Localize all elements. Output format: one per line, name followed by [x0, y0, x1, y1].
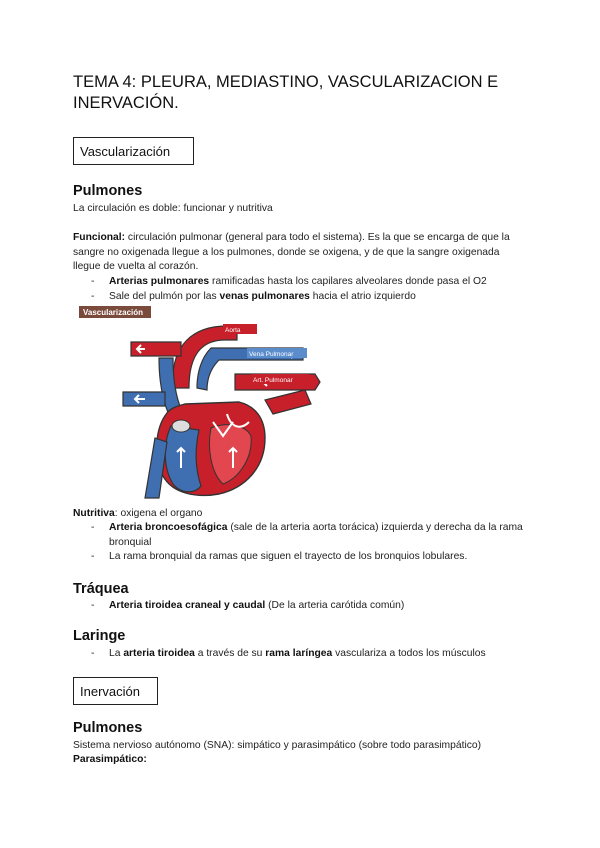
item-text: La rama bronquial da ramas que siguen el trayecto de los bronquios lobulares. [109, 551, 468, 563]
inervacion-intro: Sistema nervioso autónomo (SNA): simpático y parasimpático (sobre todo parasimpático) [73, 740, 482, 751]
funcional-text: circulación pulmonar (general para todo el sistema). Es la que se encarga de que la sangre no oxigenada llegue a los pulmones, donde se oxigena, y de que la sangre oxigenada llegue de vuelta al corazón. [73, 232, 510, 273]
page-title: TEMA 4: PLEURA, MEDIASTINO, VASCULARIZACION E INERVACIÓN. [73, 73, 499, 112]
label-aorta: Aorta [225, 327, 241, 334]
vena-cava-inferior [145, 438, 167, 498]
item-text: (sale de la arteria aorta torácica) izquierda y derecha da la rama bronquial [109, 522, 523, 548]
list-item [73, 599, 533, 614]
section-vascularizacion-label: Vascularización [80, 143, 171, 159]
nutritiva-label: Nutritiva [73, 508, 115, 519]
list-item [73, 550, 533, 565]
funcional-list [73, 275, 533, 304]
list-item [73, 290, 533, 305]
item-bold: Arteria broncoesofágica [109, 522, 228, 533]
section-inervacion-label: Inervación [80, 683, 140, 699]
item-bold: Arterias pulmonares [109, 276, 210, 287]
figure-tag: Vascularización [79, 306, 151, 318]
nutritiva-text: : oxigena el organo [114, 508, 203, 519]
funcional-label: Funcional: [73, 232, 126, 243]
item-text: vasculariza a todos los músculos [332, 648, 486, 659]
label-arteria-pulmonar: Art. Pulmonar [253, 377, 293, 384]
list-item [73, 647, 533, 662]
nutritiva-paragraph [73, 507, 202, 522]
section-vascularizacion-box [73, 137, 194, 165]
item-bold: venas pulmonares [219, 290, 310, 302]
item-text: a través de su [194, 648, 266, 659]
heading-pulmones-inervacion: Pulmones [73, 720, 143, 736]
list-item [73, 275, 533, 290]
item-bold: arteria tiroidea [123, 648, 195, 659]
funcional-paragraph [73, 231, 528, 275]
nutritiva-list [73, 521, 533, 565]
heading-pulmones: Pulmones [73, 183, 143, 199]
laringe-list [73, 647, 533, 662]
list-item [73, 521, 533, 550]
heading-laringe: Laringe [73, 628, 126, 644]
tricuspid-valve [172, 420, 190, 432]
parasimpatico-bold: Parasimpático: [73, 754, 147, 765]
item-text: ramificadas hasta los capilares alveolares donde pasa el O2 [209, 276, 487, 287]
item-bold: Arteria tiroidea craneal y caudal [109, 600, 266, 611]
item-text: Sale del pulmón por las [109, 290, 220, 302]
pulmonary-vein-lower [265, 390, 311, 414]
item-text: La [109, 648, 124, 659]
heading-traquea: Tráquea [73, 581, 129, 597]
heart-diagram [115, 318, 325, 503]
pulmones-intro: La circulación es doble: funcionar y nutritiva [73, 203, 273, 214]
section-inervacion-box [73, 677, 158, 705]
item-text: hacia el atrio izquierdo [309, 290, 416, 302]
parasimpatico-label [73, 753, 147, 768]
item-text: (De la arteria carótida común) [265, 600, 405, 611]
label-vena-pulmonar: Vena Pulmonar [249, 351, 294, 358]
item-bold: rama laríngea [265, 648, 333, 659]
traquea-list [73, 599, 533, 614]
